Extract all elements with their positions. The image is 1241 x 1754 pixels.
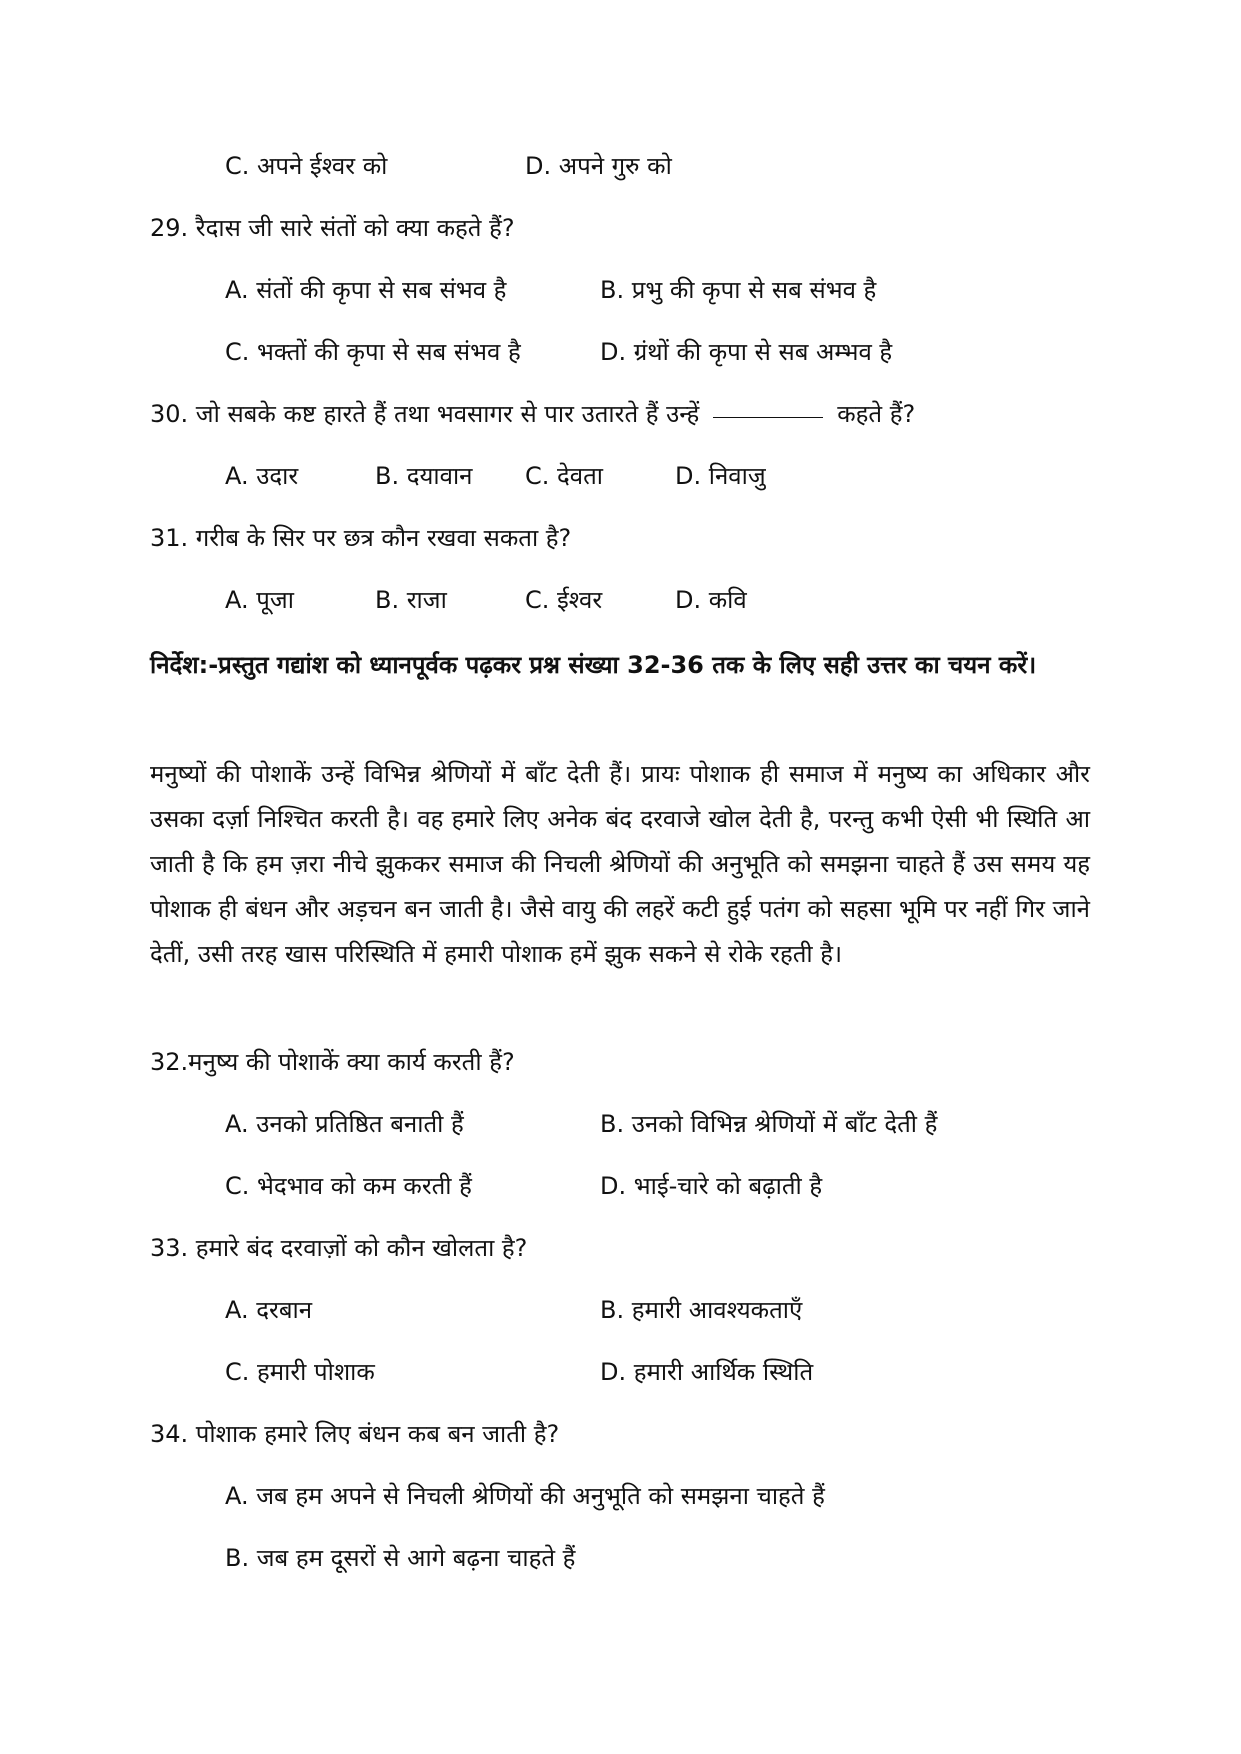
q30-question	[150, 398, 915, 430]
q33-option-d: D. हमारी आर्थिक स्थिति	[600, 1358, 814, 1386]
q33-option-c: C. हमारी पोशाक	[225, 1358, 375, 1386]
q28-option-d: D. अपने गुरु को	[525, 152, 672, 180]
q33-option-b: B. हमारी आवश्यकताएँ	[600, 1296, 803, 1324]
q30-option-a: A. उदार	[225, 462, 299, 490]
q32-option-d: D. भाई-चारे को बढ़ाती है	[600, 1172, 823, 1200]
q29-option-a: A. संतों की कृपा से सब संभव है	[225, 276, 507, 304]
q34-option-b: B. जब हम दूसरों से आगे बढ़ना चाहते हैं	[225, 1544, 576, 1572]
q34-option-a: A. जब हम अपने से निचली श्रेणियों की अनुभूति को समझना चाहते हैं	[225, 1482, 825, 1510]
q32-question: 32.मनुष्य की पोशाकें क्या कार्य करती हैं?	[150, 1048, 515, 1076]
q30-question-end: कहते हैं?	[837, 400, 916, 428]
q29-option-d: D. ग्रंथों की कृपा से सब अम्भव है	[600, 338, 893, 366]
q29-option-b: B. प्रभु की कृपा से सब संभव है	[600, 276, 877, 304]
q32-option-a: A. उनको प्रतिष्ठित बनाती हैं	[225, 1110, 464, 1138]
q31-question: 31. गरीब के सिर पर छत्र कौन रखवा सकता है?	[150, 524, 572, 552]
q30-option-d: D. निवाजु	[675, 462, 766, 490]
q31-option-b: B. राजा	[375, 586, 447, 614]
q32-option-c: C. भेदभाव को कम करती हैं	[225, 1172, 472, 1200]
q29-option-c: C. भक्तों की कृपा से सब संभव है	[225, 338, 521, 366]
q33-option-a: A. दरबान	[225, 1296, 313, 1324]
q30-question-text: 30. जो सबके कष्ट हारते हैं तथा भवसागर से पार उतारते हैं उन्हें	[150, 400, 700, 428]
q33-question: 33. हमारे बंद दरवाज़ों को कौन खोलता है?	[150, 1234, 528, 1262]
q31-option-d: D. कवि	[675, 586, 747, 614]
fill-in-blank	[713, 417, 823, 418]
q29-question: 29. रैदास जी सारे संतों को क्या कहते हैं?	[150, 214, 515, 242]
q31-option-c: C. ईश्वर	[525, 586, 603, 614]
passage-instruction: निर्देश:-प्रस्तुत गद्यांश को ध्यानपूर्वक पढ़कर प्रश्न संख्या 32-36 तक के लिए सही उत्तर का चयन करें।	[150, 651, 1037, 679]
reading-passage: मनुष्यों की पोशाकें उन्हें विभिन्न श्रेणियों में बाँट देती हैं। प्रायः पोशाक ही समाज में मनुष्य का अधिकार और उसका दर्ज़ा निश्चित करती है। वह हमारे लिए अनेक बंद दरवाजे खोल देती है, परन्तु कभी ऐसी भी स्थिति आ जाती है कि हम ज़रा नीचे झुककर समाज की निचली श्रेणियों की अनुभूति को समझना चाहते हैं उस समय यह पोशाक ही बंधन और अड़चन बन जाती है। जैसे वायु की लहरें कटी हुई पतंग को सहसा भूमि पर नहीं गिर जाने देतीं, उसी तरह खास परिस्थिति में हमारी पोशाक हमें झुक सकने से रोके रहती है।	[150, 760, 1090, 968]
q30-option-c: C. देवता	[525, 462, 603, 490]
q30-option-b: B. दयावान	[375, 462, 473, 490]
q34-question: 34. पोशाक हमारे लिए बंधन कब बन जाती है?	[150, 1420, 560, 1448]
q31-option-a: A. पूजा	[225, 586, 294, 614]
q28-option-c: C. अपने ईश्वर को	[225, 152, 388, 180]
q32-option-b: B. उनको विभिन्न श्रेणियों में बाँट देती हैं	[600, 1110, 938, 1138]
